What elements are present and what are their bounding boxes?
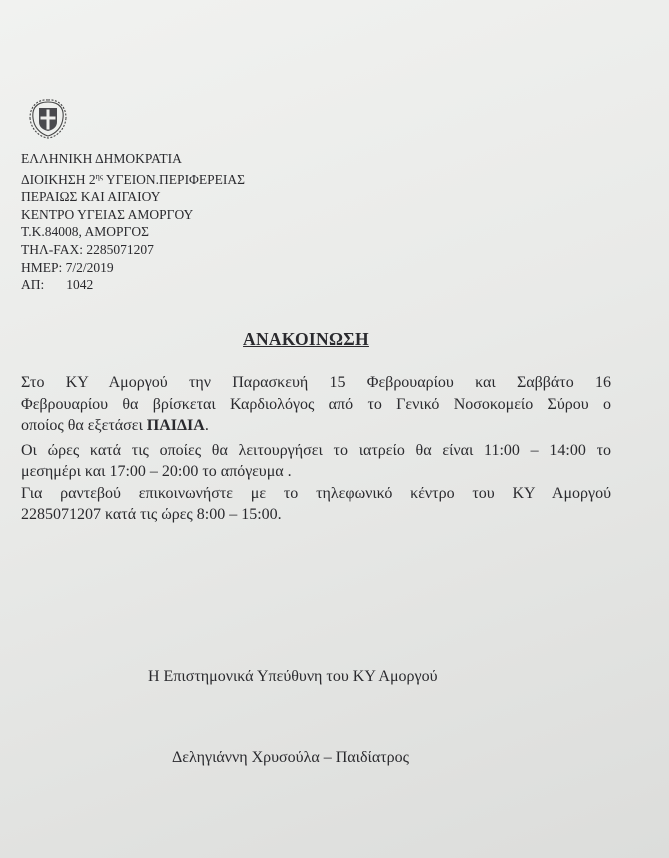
paragraph-hours	[21, 440, 611, 483]
paragraph-schedule-line-3	[21, 415, 611, 437]
line-3-prefix: οποίος θα εξετάσει	[21, 417, 147, 434]
header-date: ΗΜΕΡ: 7/2/2019	[21, 259, 114, 275]
header-country: ΕΛΛΗΝΙΚΗ ΔΗΜΟΚΡΑΤΙΑ	[21, 151, 182, 166]
sender-header	[21, 150, 245, 294]
children-emphasis: ΠΑΙΔΙΑ	[146, 417, 205, 434]
header-authority	[21, 168, 245, 189]
header-phone-fax: ΤΗΛ-FAX: 2285071207	[21, 241, 154, 257]
paragraph-appointments-line-1: Για ραντεβού επικοινωνήστε με το τηλεφωνικό κέντρο του ΚΥ Αμοργού	[21, 484, 611, 502]
paragraph-schedule-line-1: Στο ΚΥ Αμοργού την Παρασκευή 15 Φεβρουαρίου και Σαββάτο 16	[21, 374, 611, 391]
paragraph-schedule-line-2: Φεβρουαρίου θα βρίσκεται Καρδιολόγος από το Γενικό Νοσοκομείο Σύρου ο	[21, 395, 611, 413]
header-health-center: ΚΕΝΤΡΟ ΥΓΕΙΑΣ ΑΜΟΡΓΟΥ	[21, 206, 194, 222]
header-authority-prefix: ΔΙΟΙΚΗΣΗ 2	[21, 171, 96, 187]
header-region: ΠΕΡΑΙΩΣ ΚΑΙ ΑΙΓΑΙΟΥ	[21, 189, 161, 205]
paragraph-schedule	[21, 372, 611, 437]
paragraph-appointments-line-2: 2285071207 κατά τις ώρες 8:00 – 15:00.	[21, 506, 282, 523]
announcement-title: ΑΝΑΚΟΙΝΩΣΗ	[243, 329, 369, 349]
protocol-label: ΑΠ:	[21, 277, 45, 293]
line-3-suffix: .	[204, 417, 209, 434]
greek-coat-of-arms-icon	[26, 96, 70, 140]
announcement-body	[21, 372, 611, 526]
signature-title: Η Επιστημονικά Υπεύθυνη του ΚΥ Αμοργού	[148, 668, 438, 685]
header-authority-sup: ης	[95, 171, 104, 181]
paragraph-appointments	[21, 483, 611, 526]
signature-name: Δεληγιάννη Χρυσούλα – Παιδίατρος	[172, 749, 409, 766]
header-postal-code: Τ.Κ.84008, ΑΜΟΡΓΟΣ	[21, 224, 149, 240]
protocol-number: 1042	[66, 277, 94, 293]
paragraph-hours-line-2: μεσημέρι και 17:00 – 20:00 το απόγευμα .	[21, 463, 292, 480]
header-authority-suffix: ΥΓΕΙΟΝ.ΠΕΡΙΦΕΡΕΙΑΣ	[103, 171, 246, 187]
paragraph-hours-line-1: Οι ώρες κατά τις οποίες θα λειτουργήσει το ιατρείο θα είναι 11:00 – 14:00 το	[21, 441, 611, 459]
header-protocol	[21, 276, 245, 294]
